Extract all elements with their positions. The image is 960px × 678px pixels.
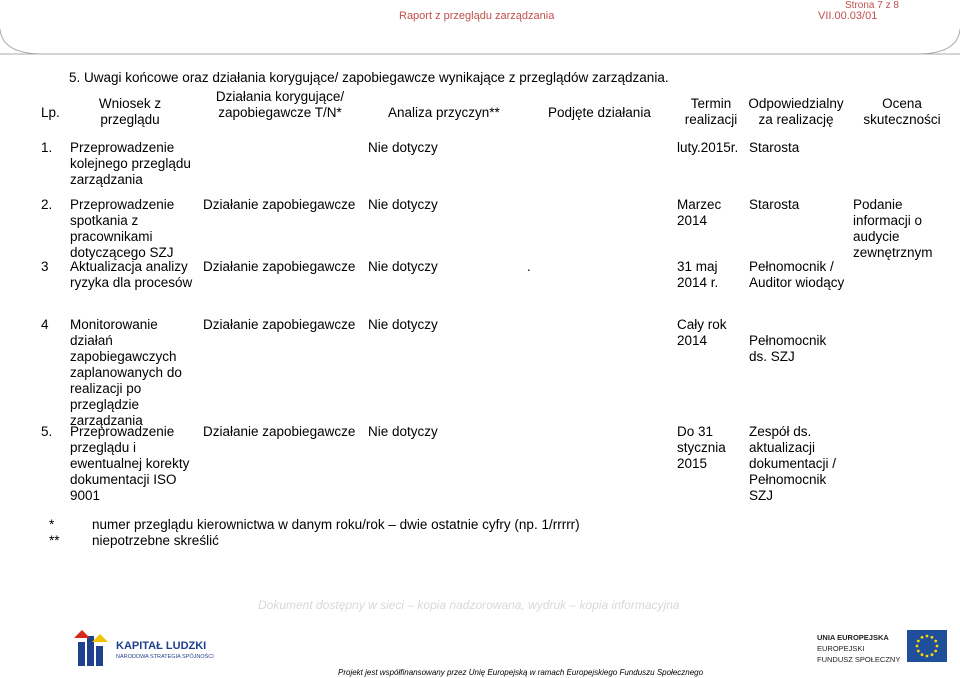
- row-analiza: Nie dotyczy: [368, 259, 438, 274]
- row-odpowiedzialny: Starosta: [749, 140, 800, 155]
- header-podjete: Podjęte działania: [548, 105, 651, 120]
- note-text: niepotrzebne skreślić: [92, 533, 219, 548]
- row-odpowiedzialny: Zespół ds. aktualizacji dokumentacji / Pełnomocnik SZJ: [749, 424, 837, 503]
- row-termin: Marzec 2014: [677, 197, 722, 228]
- row-dzialania: Działanie zapobiegawcze: [203, 317, 356, 332]
- row-podjete: .: [527, 259, 531, 274]
- header-ocena: Ocena skuteczności: [863, 96, 941, 127]
- row-termin: Do 31 stycznia 2015: [677, 424, 726, 471]
- row-termin: 31 maj 2014 r.: [677, 259, 719, 290]
- kapital-ludzki-title: KAPITAŁ LUDZKI: [116, 640, 207, 652]
- row-dzialania: Działanie zapobiegawcze: [203, 424, 356, 439]
- watermark: Dokument dostępny w sieci – kopia nadzorowana, wydruk – kopia informacyjna: [258, 598, 680, 612]
- row-wniosek: Monitorowanie działań zapobiegawczych zaplanowanych do realizacji po przeglądzie zarządzania: [70, 317, 182, 428]
- row-lp: 2.: [41, 197, 53, 212]
- row-odpowiedzialny: Starosta: [749, 197, 800, 212]
- document-title: Raport z przeglądu zarządzania: [399, 10, 555, 22]
- row-wniosek: Przeprowadzenie spotkania z pracownikami dotyczącego SZJ: [70, 197, 175, 260]
- header-lp: Lp.: [41, 105, 60, 120]
- row-odpowiedzialny: Pełnomocnik ds. SZJ: [749, 333, 827, 364]
- note-text: numer przeglądu kierownictwa w danym roku/rok – dwie ostatnie cyfry (np. 1/rrrrr): [92, 517, 580, 532]
- row-wniosek: Przeprowadzenie kolejnego przeglądu zarządzania: [70, 140, 191, 187]
- kapital-ludzki-logo: [70, 628, 270, 668]
- note-mark: *: [49, 517, 55, 532]
- row-analiza: Nie dotyczy: [368, 424, 438, 439]
- header-divider: [0, 29, 960, 55]
- row-dzialania: Działanie zapobiegawcze: [203, 259, 356, 274]
- kapital-ludzki-subtitle: NARODOWA STRATEGIA SPÓJNOŚCI: [116, 654, 214, 660]
- row-wniosek: Aktualizacja analizy ryzyka dla procesów: [70, 259, 193, 290]
- eu-logo: [815, 630, 950, 670]
- header-dzialania: Działania korygujące/ zapobiegawcze T/N*: [215, 89, 345, 120]
- row-lp: 4: [41, 317, 49, 332]
- eu-logo-line1: UNIA EUROPEJSKA: [817, 633, 889, 642]
- eu-logo-line3: FUNDUSZ SPOŁECZNY: [817, 655, 901, 664]
- row-wniosek: Przeprowadzenie przeglądu i ewentualnej korekty dokumentacji ISO 9001: [70, 424, 190, 503]
- row-analiza: Nie dotyczy: [368, 197, 438, 212]
- header-odpowiedzialny: Odpowiedzialny za realizację: [748, 96, 844, 127]
- header-wniosek: Wniosek z przeglądu: [98, 96, 162, 127]
- eu-flag-icon: [907, 630, 947, 662]
- row-termin: luty.2015r.: [677, 140, 739, 155]
- row-termin: Cały rok 2014: [677, 317, 727, 348]
- page-number: Strona 7 z 8: [845, 0, 899, 11]
- header-analiza: Analiza przyczyn**: [388, 105, 500, 120]
- row-analiza: Nie dotyczy: [368, 140, 438, 155]
- note-mark: **: [49, 533, 60, 548]
- footer-text: Projekt jest współfinansowany przez Unię Europejską w ramach Europejskiego Funduszu Społecznego: [338, 668, 704, 677]
- row-analiza: Nie dotyczy: [368, 317, 438, 332]
- kapital-ludzki-emblem-icon: [70, 628, 110, 668]
- document-code: VII.00.03/01: [818, 10, 878, 22]
- row-lp: 5.: [41, 424, 53, 439]
- section-title: 5. Uwagi końcowe oraz działania korygujące/ zapobiegawcze wynikające z przeglądów zarządzania.: [69, 70, 669, 85]
- row-ocena: Podanie informacji o audycie zewnętrznym: [853, 197, 933, 260]
- eu-logo-line2: EUROPEJSKI: [817, 644, 865, 653]
- header-termin: Termin realizacji: [684, 96, 738, 127]
- row-lp: 3: [41, 259, 49, 274]
- row-dzialania: Działanie zapobiegawcze: [203, 197, 356, 212]
- row-lp: 1.: [41, 140, 53, 155]
- row-odpowiedzialny: Pełnomocnik / Auditor wiodący: [749, 259, 845, 290]
